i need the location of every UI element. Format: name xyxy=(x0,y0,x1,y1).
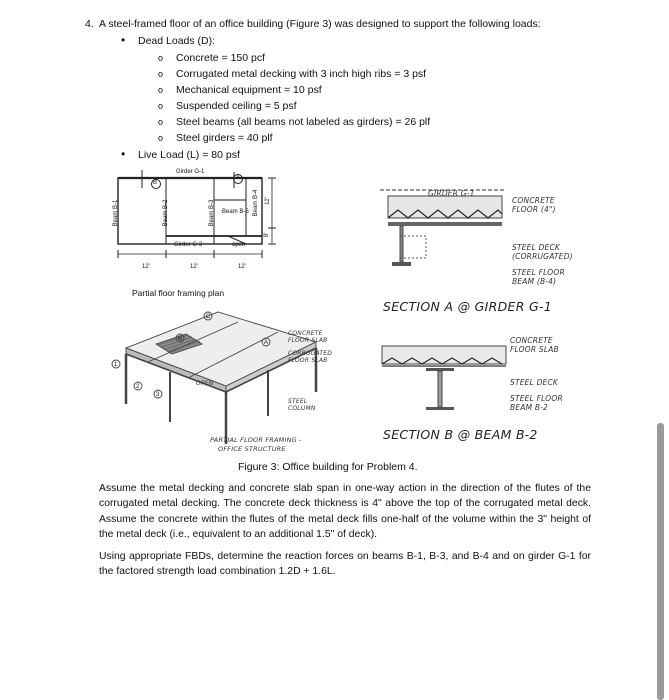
iso-grid-mark: A xyxy=(264,340,269,346)
vertical-scrollbar-thumb[interactable] xyxy=(657,423,664,700)
assumption-paragraph: Assume the metal decking and concrete slab span in one-way action in the direction of the flutes of the corrugated metal decking. The concrete deck thickness is 4" above the top of the corrugated metal deck. Assume the concrete within the flutes of the metal deck fills one-half of the volume within the 3" height of the metal deck (i.e., equivalent to an additional 1.5" of deck). xyxy=(99,483,591,540)
section-a-title: SECTION A @ GIRDER G-1 xyxy=(383,299,553,314)
plan-dim-3: 12' xyxy=(238,264,246,270)
plan-beam-b1-label: Beam B-1 xyxy=(113,199,119,227)
plan-dim-1: 12' xyxy=(142,264,150,270)
section-b-deck-label: STEEL DECK xyxy=(510,378,559,387)
iso-grid-mark: 3 xyxy=(156,392,160,398)
plan-beam-b5-label: Beam B-5 xyxy=(222,209,249,215)
plan-dim-right-12: 12' xyxy=(264,197,271,205)
figure-caption: Figure 3: Office building for Problem 4. xyxy=(238,461,418,473)
section-a-deck-label: STEEL DECK (CORRUGATED) xyxy=(512,243,573,261)
iso-caption-line2: OFFICE STRUCTURE xyxy=(218,445,286,453)
dead-load-item: Suspended ceiling = 5 psf xyxy=(176,100,297,112)
plan-open-label: open xyxy=(232,242,246,248)
sub-bullet: o xyxy=(158,117,164,127)
iso-caption-line1: PARTIAL FLOOR FRAMING - xyxy=(210,436,302,444)
plan-beam-b2-label: Beam B-2 xyxy=(163,199,169,227)
plan-beam-b3-label: Beam B-3 xyxy=(209,199,215,227)
dead-load-item: Concrete = 150 pcf xyxy=(176,52,266,64)
plan-marker-a: A xyxy=(236,175,241,181)
iso-grid-mark: C xyxy=(206,314,211,320)
plan-caption: Partial floor framing plan xyxy=(132,288,225,298)
bullet-live: • xyxy=(121,147,126,161)
bullet-dead: • xyxy=(121,33,126,47)
live-load: Live Load (L) = 80 psf xyxy=(138,149,240,161)
plan-girder-g1-label: Girder G-1 xyxy=(176,169,205,175)
sub-bullet: o xyxy=(158,133,164,143)
section-b-title: SECTION B @ BEAM B-2 xyxy=(383,427,538,442)
dead-load-item: Steel beams (all beams not labeled as girders) = 26 plf xyxy=(176,116,431,128)
plan-girder-g2-label: Girder G-2 xyxy=(174,242,203,248)
problem-intro: A steel-framed floor of an office building (Figure 3) was designed to support the following loads: xyxy=(99,18,541,30)
sub-bullet: o xyxy=(158,85,164,95)
section-b-concrete-label: CONCRETE FLOOR SLAB xyxy=(510,336,559,354)
isometric-framing xyxy=(108,304,338,454)
task-paragraph: Using appropriate FBDs, determine the reaction forces on beams B-1, B-3, and B-4 and on girder G-1 for the factored strength load combination 1.2D + 1.6L. xyxy=(99,551,591,578)
iso-label-deck: CORRUGATED FLOOR SLAB xyxy=(288,350,333,364)
iso-grid-mark: 2 xyxy=(136,384,140,390)
dead-load-item: Corrugated metal decking with 3 inch high ribs = 3 psf xyxy=(176,68,427,80)
iso-label-steel: STEEL COLUMN xyxy=(288,398,316,412)
section-a-beam-label: STEEL FLOOR BEAM (B-4) xyxy=(512,268,565,286)
iso-grid-mark: B xyxy=(178,336,183,342)
dead-load-item: Steel girders = 40 plf xyxy=(176,132,273,144)
dead-load-item: Mechanical equipment = 10 psf xyxy=(176,84,322,96)
plan-marker-b: B xyxy=(153,180,158,186)
sub-bullet: o xyxy=(158,53,164,63)
problem-number: 4. xyxy=(85,18,94,30)
section-a-concrete-label: CONCRETE FLOOR (4") xyxy=(512,196,556,214)
section-b-drawing xyxy=(380,338,510,418)
plan-dim-right-8: 8' xyxy=(264,232,271,238)
iso-label-concrete: CONCRETE FLOOR SLAB xyxy=(288,330,328,344)
sub-bullet: o xyxy=(158,101,164,111)
section-a-girder-label: GIRDER G-1 xyxy=(428,189,475,198)
iso-grid-mark: 1 xyxy=(114,362,118,368)
sub-bullet: o xyxy=(158,69,164,79)
dead-loads-heading: Dead Loads (D): xyxy=(138,35,216,47)
section-b-beam-label: STEEL FLOOR BEAM B-2 xyxy=(510,394,563,412)
plan-beam-b4-label: Beam B-4 xyxy=(253,189,259,217)
plan-dim-2: 12' xyxy=(190,264,198,270)
iso-label-open: OPEN xyxy=(196,380,214,387)
